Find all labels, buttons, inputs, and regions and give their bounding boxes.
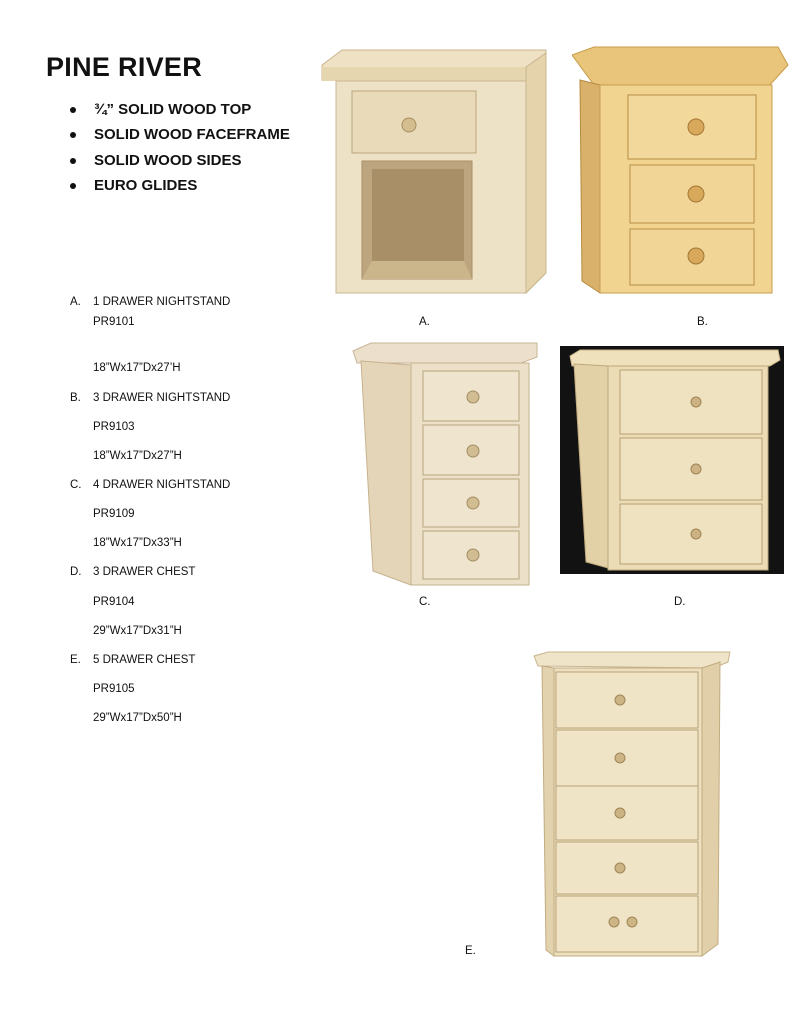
feature-list — [70, 101, 290, 202]
feature-item: ¾” SOLID WOOD TOP — [70, 101, 290, 126]
product-code: PR9109 — [93, 508, 135, 520]
product-dims: 29”Wx17”Dx31”H — [93, 625, 182, 637]
page-title: PINE RIVER — [46, 52, 203, 82]
product-code: PR9105 — [93, 683, 135, 695]
product-letter: B. — [70, 392, 81, 404]
product-letter: D. — [70, 566, 82, 578]
product-name: 3 DRAWER CHEST — [93, 566, 196, 578]
product-name: 3 DRAWER NIGHTSTAND — [93, 392, 231, 404]
nightstand-4-drawer-photo — [351, 341, 541, 587]
photo-caption-b: B. — [697, 316, 708, 328]
product-letter: A. — [70, 296, 81, 308]
nightstand-1-drawer-photo — [320, 45, 552, 297]
product-letter: C. — [70, 479, 82, 491]
feature-item: SOLID WOOD FACEFRAME — [70, 126, 290, 151]
product-name: 5 DRAWER CHEST — [93, 654, 196, 666]
product-letter: E. — [70, 654, 81, 666]
product-dims: 18”Wx17”Dx33”H — [93, 537, 182, 549]
product-name: 1 DRAWER NIGHTSTAND — [93, 296, 231, 308]
product-code: PR9104 — [93, 596, 135, 608]
product-dims: 29”Wx17”Dx50”H — [93, 712, 182, 724]
photo-caption-e: E. — [465, 945, 476, 957]
feature-item: SOLID WOOD SIDES — [70, 152, 290, 177]
photo-caption-d: D. — [674, 596, 686, 608]
product-dims: 18”Wx17”Dx27”H — [93, 450, 182, 462]
product-code: PR9101 — [93, 316, 135, 328]
chest-3-drawer-photo — [560, 346, 784, 574]
chest-5-drawer-photo — [532, 650, 734, 960]
product-code: PR9103 — [93, 421, 135, 433]
product-name: 4 DRAWER NIGHTSTAND — [93, 479, 231, 491]
nightstand-3-drawer-photo — [572, 45, 790, 297]
photo-caption-c: C. — [419, 596, 431, 608]
product-dims: 18”Wx17”Dx27’H — [93, 362, 181, 374]
photo-caption-a: A. — [419, 316, 430, 328]
feature-item: EURO GLIDES — [70, 177, 290, 202]
